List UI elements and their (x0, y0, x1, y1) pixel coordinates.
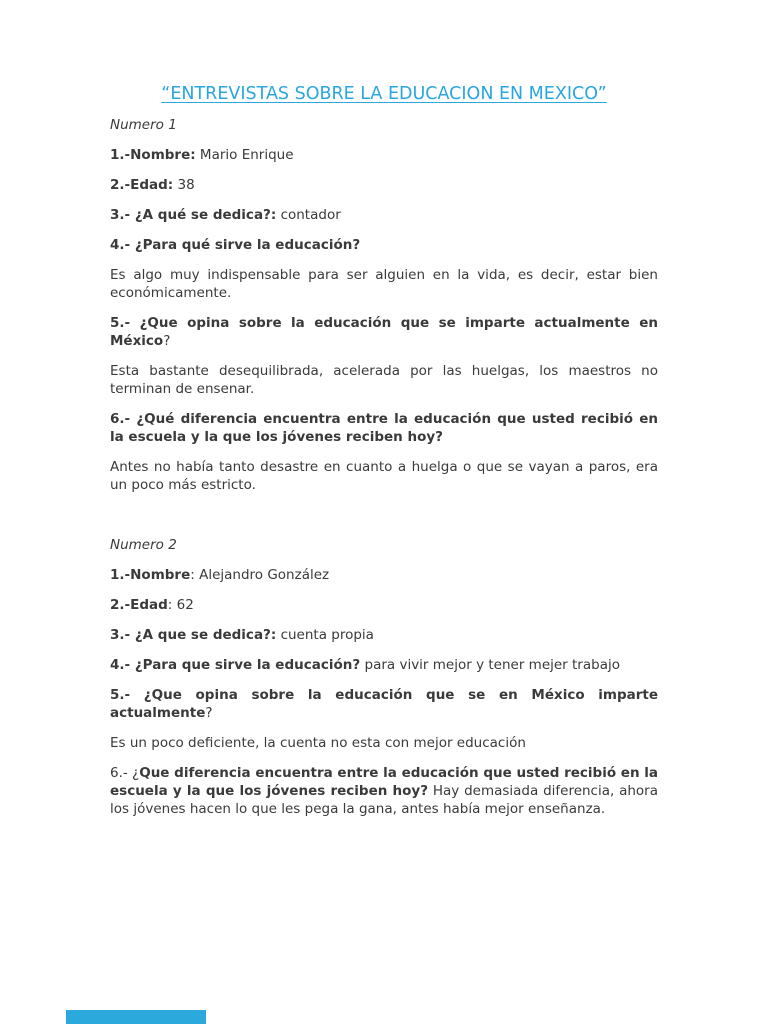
text-bold: Que diferencia encuentra entre la educación que usted recibió en la escuela y la que los jóvenes reciben hoy? (110, 765, 659, 799)
paragraph-s1-q4 (110, 236, 658, 254)
text-bold: 1.-Nombre (110, 567, 191, 583)
paragraph-s1-edad (110, 176, 658, 194)
text-regular: Antes no había tanto desastre en cuanto a huelga o que se vayan a paros, era un poco más estricto. (110, 459, 658, 493)
text-regular: : Alejandro González (190, 567, 330, 583)
text-bold: 2.-Edad: (110, 177, 174, 193)
paragraph-s1-a4 (110, 266, 658, 302)
paragraph-s2-q5 (110, 686, 658, 722)
text-bold: 6.- ¿Qué diferencia encuentra entre la educación que usted recibió en la escuela y la que los jóvenes reciben hoy? (110, 411, 658, 445)
text-bold: 3.- ¿A qué se dedica?: (110, 207, 277, 223)
paragraph-s2-edad (110, 596, 658, 614)
text-regular: 38 (173, 177, 195, 193)
section-label-numero-1: Numero 1 (110, 117, 177, 133)
paragraph-s1-a6 (110, 458, 658, 494)
paragraph-s2-q6 (110, 764, 658, 818)
section-label-numero-2: Numero 2 (110, 537, 177, 553)
paragraph-s2-dedica (110, 626, 658, 644)
text-bold: 2.-Edad (110, 597, 168, 613)
paragraph-s2-a5 (110, 734, 658, 752)
text-bold: 5.- ¿Que opina sobre la educación que se en México imparte actualmente (110, 687, 658, 721)
text-regular: cuenta propia (276, 627, 374, 643)
paragraph-s1-a5 (110, 362, 658, 398)
next-page-title-strip (66, 1010, 206, 1024)
text-regular: ? (163, 333, 171, 349)
text-regular: para vivir mejor y tener mejer trabajo (360, 657, 620, 673)
text-bold: 3.- ¿A que se dedica?: (110, 627, 277, 643)
paragraph-s2-nombre (110, 566, 658, 584)
text-regular: : 62 (167, 597, 194, 613)
text-bold: 4.- ¿Para qué sirve la educación? (110, 237, 361, 253)
text-bold: 5.- ¿Que opina sobre la educación que se imparte actualmente en México (110, 315, 658, 349)
document-title: “ENTREVISTAS SOBRE LA EDUCACION EN MEXICO” (161, 84, 607, 104)
text-regular: Es un poco deficiente, la cuenta no esta con mejor educación (110, 735, 526, 751)
text-regular: ? (205, 705, 213, 721)
text-regular: contador (276, 207, 341, 223)
text-regular: Es algo muy indispensable para ser alguien en la vida, es decir, estar bien económicamente. (110, 267, 658, 301)
text-regular: Mario Enrique (195, 147, 294, 163)
paragraph-s1-q5 (110, 314, 658, 350)
paragraph-s2-q4 (110, 656, 658, 674)
paragraph-s1-q6 (110, 410, 658, 446)
text-bold: 1.-Nombre: (110, 147, 196, 163)
text-prefix: 6.- ¿ (110, 765, 140, 781)
text-regular: Hay demasiada diferencia, ahora los jóvenes hacen lo que les pega la gana, antes había mejor enseñanza. (110, 783, 659, 817)
text-regular: Esta bastante desequilibrada, acelerada por las huelgas, los maestros no terminan de ensenar. (110, 363, 658, 397)
text-bold: 4.- ¿Para que sirve la educación? (110, 657, 361, 673)
paragraph-s1-nombre (110, 146, 658, 164)
paragraph-s1-dedica (110, 206, 658, 224)
